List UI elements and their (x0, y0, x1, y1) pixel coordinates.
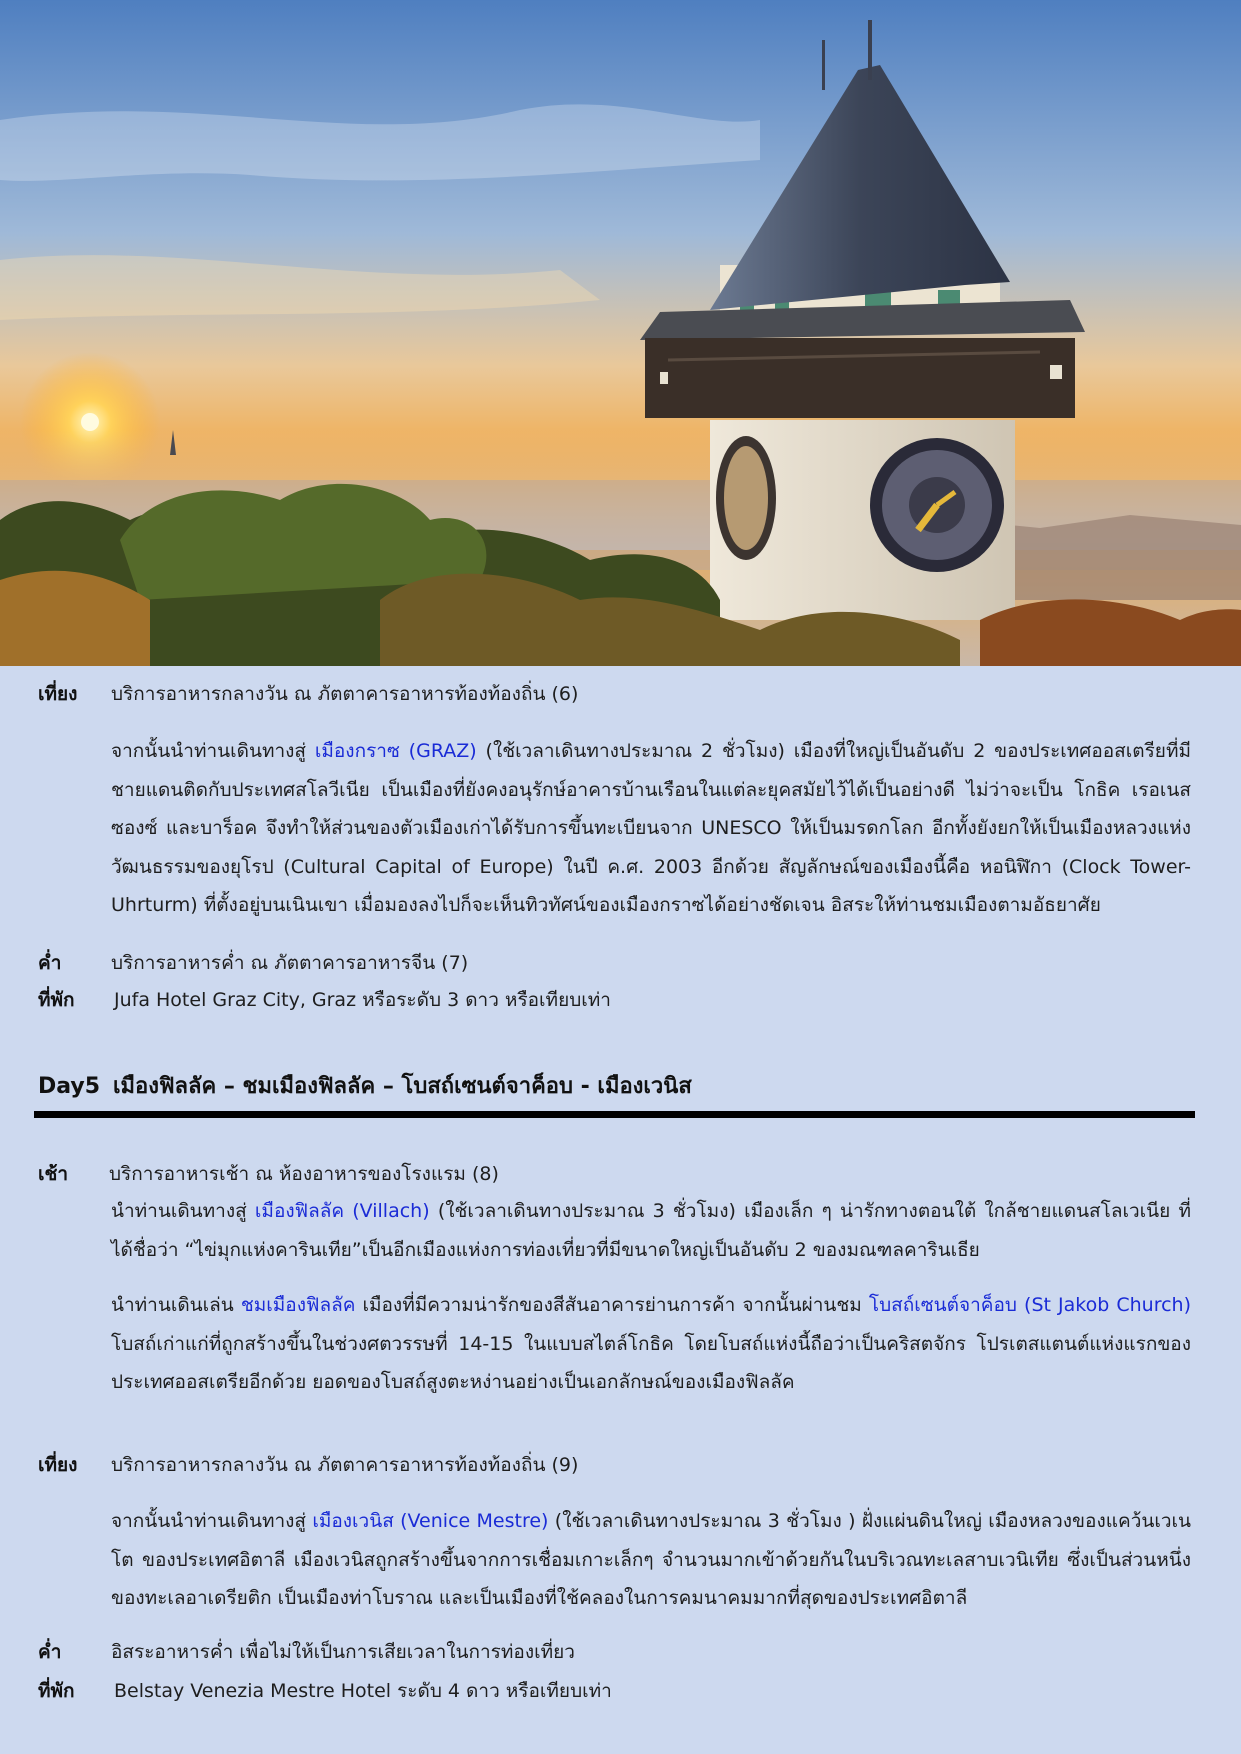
graz-highlight: เมืองกราซ (GRAZ) (314, 740, 477, 762)
lunch2-label: เที่ยง (38, 1454, 78, 1476)
breakfast-text: บริการอาหารเช้า ณ ห้องอาหารของโรงแรม (8) (109, 1163, 499, 1185)
clock-tower-illustration (0, 0, 1241, 666)
clock-tower-photo (0, 0, 1241, 666)
breakfast-label: เช้า (38, 1163, 69, 1185)
tour-highlight-city: ชมเมืองฟิลลัค (240, 1294, 356, 1316)
graz-body: (ใช้เวลาเดินทางประมาณ 2 ชั่วโมง) เมืองที่ใหญ่เป็นอันดับ 2 ของประเทศออสเตรียที่มีชายแดนติดกับประเทศสโลวีเนีย เป็นเมืองที่ยังคงอนุรักษ์อาคารบ้านเรือนในแต่ละยุคสมัยไว้ได้เป็นอย่างดี ไม่ว่าจะเป็น โกธิค เรอเนสซองซ์ และบาร็อค จึงทำให้ส่วนของตัวเมืองเก่าได้รับการขึ้นทะเบียนจาก UNESCO ให้เป็นมรดกโลก อีกทั้งยังยกให้เป็นเมืองหลวงแห่งวัฒนธรรมของยุโรป (Cultural Capital of Europe) ในปี ค.ศ. 2003 อีกด้วย สัญลักษณ์ของเมืองนี้คือ หอนิฬิกา (Clock Tower-Uhrturm) ที่ตั้งอยู่บนเนินเขา เมื่อมองลงไปก็จะเห็นทิวทัศน์ของเมืองกราซได้อย่างชัดเจน อิสระให้ท่านชมเมืองตามอัธยาศัย (111, 740, 1191, 916)
dinner2-text: อิสระอาหารค่ำ เพื่อไม่ให้เป็นการเสียเวลาในการท่องเที่ยว (111, 1641, 575, 1663)
tour-body: โบสถ์เก่าแก่ที่ถูกสร้างขึ้นในช่วงศตวรรษที่ 14-15 ในแบบสไตล์โกธิค โดยโบสถ์แห่งนี้ถือว่าเป็นคริสตจักร โปรเตสแตนต์แห่งแรกของประเทศออสเตรียอีกด้วย ยอดของโบสถ์สูงตะหง่านอย่างเป็นเอกลักษณ์ของเมืองฟิลลัค (111, 1332, 1191, 1393)
venice-body: (ใช้เวลาเดินทางประมาณ 3 ชั่วโมง ) ฝั่งแผ่นดินใหญ่ เมืองหลวงของแคว้นเวเนโต ของประเทศอิตาลี เมืองเวนิสถูกสร้างขึ้นจากการเชื่อมเกาะเล็กๆ จำนวนมากเข้าด้วยกันในบริเวณทะเลสาบเวนิเทีย ซึ่งเป็นส่วนหนึ่งของทะเลอาเดรียติก เป็นเมืองท่าโบราณ และเป็นเมืองที่ใช้คลองในการคมนาคมมากที่สุดของประเทศอิตาลี (111, 1510, 1191, 1609)
villach-body: (ใช้เวลาเดินทางประมาณ 3 ชั่วโมง) เมืองเล็ก ๆ น่ารักทางตอนใต้ ใกล้ชายแดนสโลเวเนีย ที่ได้ชื่อว่า “ไข่มุกแห่งคารินเทีย”เป็นอีกเมืองแห่งการท่องเที่ยวที่มีขนาดใหญ่เป็นอันดับ 2 ของมณฑลคารินเธีย (111, 1200, 1191, 1261)
day-number: Day5 (38, 1074, 101, 1099)
villach-intro: นำท่านเดินทางสู่ (111, 1200, 255, 1222)
hotel-label: ที่พัก (38, 989, 75, 1011)
lunch-label: เที่ยง (38, 683, 78, 705)
villach-paragraph (111, 1192, 1191, 1269)
lunch-text: บริการอาหารกลางวัน ณ ภัตตาคารอาหารท้องท้องถิ่น (6) (111, 683, 579, 705)
dinner-label: ค่ำ (38, 952, 62, 974)
hotel2-text: Belstay Venezia Mestre Hotel ระดับ 4 ดาว หรือเทียบเท่า (114, 1680, 612, 1702)
heading-rule (34, 1111, 1195, 1118)
dinner-text: บริการอาหารค่ำ ณ ภัตตาคารอาหารจีน (7) (111, 952, 469, 974)
tour-intro: นำท่านเดินเล่น (111, 1294, 241, 1316)
tour-middle: เมืองที่มีความน่ารักของสีสันอาคารย่านการค้า จากนั้นผ่านชม (355, 1294, 869, 1316)
day-title: เมืองฟิลลัค – ชมเมืองฟิลลัค – โบสถ์เซนต์จาค็อบ - เมืองเวนิส (113, 1074, 692, 1099)
graz-intro: จากนั้นนำท่านเดินทางสู่ (111, 740, 315, 762)
hotel-text: Jufa Hotel Graz City, Graz หรือระดับ 3 ดาว หรือเทียบเท่า (114, 989, 611, 1011)
day5-heading (38, 1070, 692, 1104)
villach-highlight: เมืองฟิลลัค (Villach) (254, 1200, 430, 1222)
lunch2-text: บริการอาหารกลางวัน ณ ภัตตาคารอาหารท้องท้องถิ่น (9) (111, 1454, 579, 1476)
graz-paragraph (111, 732, 1191, 925)
tour-highlight-church: โบสถ์เซนต์จาค็อบ (St Jakob Church) (868, 1294, 1192, 1316)
venice-intro: จากนั้นนำท่านเดินทางสู่ (111, 1510, 313, 1532)
villach-tour-paragraph (111, 1286, 1191, 1402)
dinner2-label: ค่ำ (38, 1641, 62, 1663)
hotel2-label: ที่พัก (38, 1680, 75, 1702)
venice-highlight: เมืองเวนิส (Venice Mestre) (312, 1510, 549, 1532)
venice-paragraph (111, 1502, 1191, 1618)
